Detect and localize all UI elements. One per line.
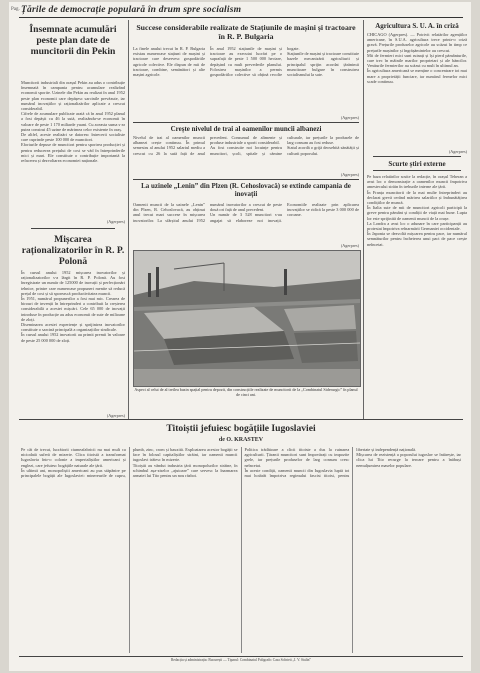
article-body: Oamenii muncii de la uzinele „Lenin” din Plzen, R. Cehoslovacă, au obținut anul trecut mari succese în mișcarea inovatorilor. La sfârșitul anului 1952 numărul inovatorilor a crescut de peste două ori față de anul precedent. Un număr de 3 528 muncitori s-au angajat să elaboreze noi inovații. Economiile realizate prin aplicarea inovațiilor se ridică la peste 3 000 000 de coroane.: [133, 202, 359, 223]
article-title: La uzinele „Lenin” din Plzen (R. Cehoslovacă) se extinde campania de inovații: [141, 182, 351, 199]
article-text: — Potrivit relatărilor agențiilor americane, în S.U.A. agricultura trece printr-o criză gravă. Prețurile produselor agricole au scăzut în timp ce prețurile mașinilor și îngrășămintelor au crescut. Mii de fermieri mici sunt ruinați și își pierd pământurile, care trec în mâinile marilor proprietari și ale băncilor. Veniturile fermierilor au scăzut cu mult în ultimul an. În agricultura americană se menține o concentrare tot mai mare a proprietății funciare, iar numărul fermelor mici scade continuu.: [367, 32, 467, 84]
separator: [133, 179, 359, 180]
separator: [373, 156, 461, 157]
article-title: Crește nivelul de trai al oamenilor muncii albanezi: [170, 125, 322, 133]
article-body: La finele anului trecut în R. P. Bulgaria existau numeroase stațiuni de mașini și tractoare care deservesc gospodăriile agricole colective. Ele dispun de mii de tractoare, combine, semănători și alte mașini agricole. În anul 1952 stațiunile de mașini și tractoare au executat lucrări pe o suprafață de peste 1 500 000 hectare, depășind cu mult prevederile planului. Folosirea mașinilor a permis gospodăriilor colective să obțină recolte bogate. Stațiunile de mașini și tractoare constituie bazele mecanizării agriculturii și principalul sprijin acordat țărănimii muncitoare bulgare în construirea socialismului la sate.: [133, 46, 359, 78]
article-title: Succese considerabile realizate de Stațiunile de mașini și tractoare în R. P. Bulgaria: [136, 23, 356, 41]
article-title: Scurte știri externe: [388, 160, 446, 168]
separator: [373, 170, 461, 171]
separator: [133, 122, 359, 123]
page-number: Pag.: [11, 7, 20, 12]
footer-imprint: Redacția și administrația: București — Tiparul: Combinatul Poligrafic Casa Scînteii „I. V. Stalin”: [170, 658, 311, 662]
article-body: În cursul anului 1952 mișcarea inovatorilor și raționalizatorilor s-a lărgit în R. P. Polonă. Au fost înregistrate un număr de 125000 de inovații și perfecționări tehnice, printre care numeroase propuneri menite să reducă prețul de cost și să sporească productivitatea muncii. În 1951, numărul propunerilor a fost mai mic. Crearea de birouri de invenții în întreprinderi a contribuit la creșterea considerabilă a acestei mișcări. Cele 65 000 de inovații introduse în producție au adus economii de sute de milioane de zloți. Diseminarea acestei experiențe și sprijinirea inovatorilor constituie o sarcină principală a organizațiilor sindicale. În cursul anului 1952 inovatorii au primit premii în valoare de peste 25 000 000 de zloți.: [21, 270, 125, 343]
photo-caption: Aspect al celui de al treilea bazin spațial pentru depozit, din construcțiile realizate de muncitorii de la „Combinatul Siderurgic” în planul de cinci ani.: [134, 387, 358, 397]
article-source: (Agerpres): [448, 149, 467, 154]
article-title: Agricultura S. U. A. în criză: [375, 22, 459, 30]
section-rule: [19, 419, 463, 420]
article-source: (Agerpres): [340, 243, 359, 248]
newspaper-page: [9, 2, 471, 671]
article-source: (Agerpres): [340, 172, 359, 177]
separator: [31, 228, 115, 229]
article-title: Mișcarea raționalizatorilor în R. P. Polonă: [21, 234, 125, 268]
industrial-site-image: [134, 251, 360, 386]
article-title: Titoiștii jefuiesc bogățiile Iugoslaviei: [166, 423, 316, 434]
article-byline: de O. KRASTEV: [218, 437, 264, 443]
dateline: CHICAGO (Agerpres).: [367, 32, 409, 37]
page-banner: Țările de democrație populară în drum spre socialism: [21, 5, 242, 15]
article-body: [367, 32, 467, 148]
article-body: Pe cât de trecut, lucrătorii ciumeafabricii nu mai mult ca niciodată suferă de mizerie. Clica titoistă a transformat Iugoslavia într-o colonie a imperialiștilor americani și englezi, care jefuiesc bogățiile naturale ale țării. În ultimii ani, monopoliștii americani au pus stăpânire pe principalele bogății ale Iugoslaviei: minereurile de cupru, plumb, zinc, crom și bauxită. Exploatarea acestor bogății se face în folosul capitaliștilor străini, iar oamenii muncii iugoslavi trăiesc în mizerie. Titoiștii au vândut industria țării monopolurilor străine, în schimbul așa-ziselor „ajutoare” care servesc la înarmarea armatei lui Tito pentru un nou război. Politica trădătoare a clicii titoiste a dus la ruinarea agriculturii. Țăranii muncitori sunt împovărați cu impozite grele, iar prețurile produselor de larg consum cresc neîncetat. În aceste condiții, oamenii muncii din Iugoslavia luptă tot mai hotărât împotriva regimului fascist titoist, pentru libertate și independență națională. Mișcarea de rezistență a poporului iugoslav se întărește, iar clica lui Tito recurge la teroare pentru a înăbuși nemulțumirea maselor populare.: [21, 447, 461, 479]
article-body: Nivelul de trai al oamenilor muncii albanezi crește continuu. În primul semestru al anului 1952 salariul mediu a crescut cu 26 la sută față de anul precedent. Consumul de alimente și produse industriale a sporit considerabil. Au fost construite noi locuințe pentru muncitori, școli, spitale și cămine culturale, iar prețurile la produsele de larg consum au fost reduse. Statul acordă o grijă deosebită sănătății și culturii poporului.: [133, 135, 359, 156]
news-photo: [133, 250, 361, 387]
article-source: (Agerpres): [106, 413, 125, 418]
article-source: (Agerpres): [340, 115, 359, 120]
column-divider: [128, 20, 129, 420]
article-source: (Agerpres): [106, 219, 125, 224]
footer-rule: [19, 656, 463, 657]
article-body: Muncitorii industriali din orașul Pekin au adus o contribuție însemnată în campania pentru acumulare realizând economii sporite. Uzinele din Pekin au realizat în anul 1952 peste plan economii care depășesc sarcinile prevăzute, iar numărul inovațiilor și raționalizărilor aplicate a crescut considerabil. Cifrele de acumulare publicate arată că în anul 1952 planul a fost depășit cu 46 la sută, realizându-se economii în valoare de peste 1 170 miliarde yuani. Cu aceasta suma s-ar putea construi 45 uzine de mărimea celor existente în oraș. De altfel, aceste realizări se datoresc întrecerii socialiste care cuprinde peste 100 000 de muncitori. Eforturile depuse de muncitori pentru sporirea producției și pentru reducerea prețului de cost se văd în întreprinderile mici și mari. Ele constituie o contribuție importantă la refacerea și dezvoltarea economiei naționale.: [21, 80, 125, 164]
article-title: Însemnate acumulări peste plan date de muncitorii din Pekin: [29, 24, 117, 58]
banner-rule: [19, 17, 463, 18]
article-body: Pe baza relatărilor sosite la redacție, în orașul Teheran a avut loc o demonstrație a oamenilor muncii împotriva amestecului străin în treburile interne ale țării. În Franța muncitorii de la mai multe întreprinderi au declarat grevă cerând mărirea salariilor și îmbunătățirea condițiilor de muncă. În Italia sute de mii de muncitori agricoli participă la greve pentru pământ și condiții de viață mai bune. Lupta lor este sprijinită de oamenii muncii de la orașe. La Londra a avut loc o adunare în care participanții au protestat împotriva reînarmării Germaniei occidentale. În Japonia se dezvoltă mișcarea pentru pace, iar numărul semnăturilor pentru încheierea unui pact de pace crește neîncetat.: [367, 174, 467, 247]
column-divider: [363, 20, 364, 420]
